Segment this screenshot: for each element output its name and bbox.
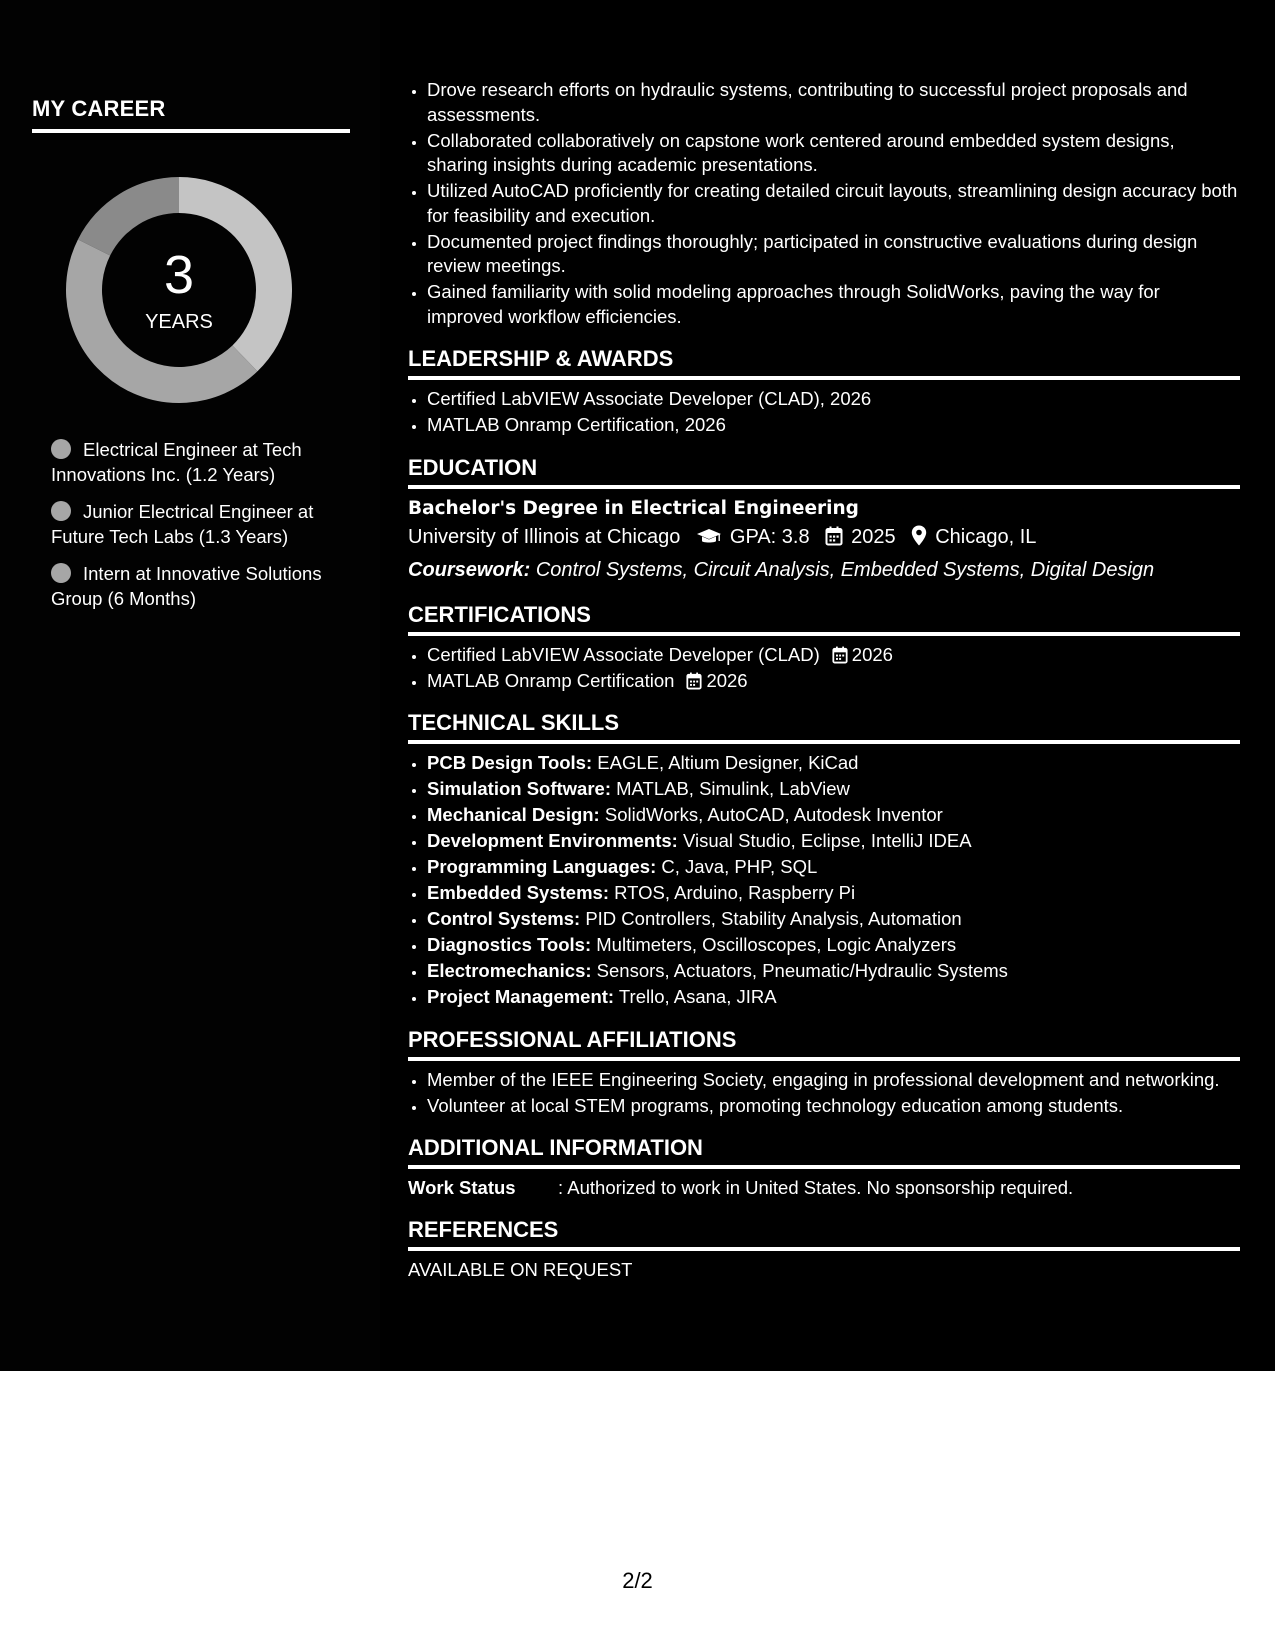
skill-label: Programming Languages: xyxy=(427,856,657,877)
coursework-label: Coursework: xyxy=(408,558,531,581)
skills-section xyxy=(408,709,1240,1010)
skill-label: Project Management: xyxy=(427,986,615,1007)
certification-name: Certified LabVIEW Associate Developer (CLAD) xyxy=(427,643,820,665)
experience-bullet: • Gained familiarity with solid modeling approaches through SolidWorks, paving the way for improved workflow efficiencies. xyxy=(427,280,1240,329)
experience-bullets xyxy=(408,78,1240,329)
skill-value: RTOS, Arduino, Raspberry Pi xyxy=(614,882,856,903)
certification-date-text: 2026 xyxy=(851,643,893,665)
location-pin-icon xyxy=(911,525,927,555)
career-item-label: Junior Electrical Engineer at Future Tech Labs (1.3 Years) xyxy=(51,501,314,547)
education-coursework xyxy=(408,555,1240,585)
references-section xyxy=(408,1216,1240,1282)
skill-item xyxy=(427,985,1240,1010)
career-dot-icon xyxy=(51,439,71,459)
work-status-label: Work Status xyxy=(408,1177,516,1198)
main-content xyxy=(408,78,1240,1282)
skill-value: Sensors, Actuators, Pneumatic/Hydraulic Systems xyxy=(596,960,1008,981)
certifications-list xyxy=(408,643,1240,694)
experience-bullet: • Utilized AutoCAD proficiently for creating detailed circuit layouts, streamlining design accuracy both for feasibility and execution. xyxy=(427,179,1240,228)
career-item xyxy=(51,437,341,487)
sidebar xyxy=(0,0,380,1371)
section-title: PROFESSIONAL AFFILIATIONS xyxy=(408,1026,1240,1061)
skill-item xyxy=(427,803,1240,828)
experience-bullet: • Collaborated collaboratively on capstone work centered around embedded system designs, sharing insights during academic presentations. xyxy=(427,129,1240,178)
certification-date xyxy=(832,644,893,665)
skill-label: Simulation Software: xyxy=(427,778,611,799)
page-number: 2/2 xyxy=(622,1568,653,1593)
additional-section xyxy=(408,1134,1240,1200)
skill-value: Multimeters, Oscilloscopes, Logic Analyzers xyxy=(596,934,957,955)
certification-date xyxy=(686,670,747,691)
affiliations-list xyxy=(408,1068,1240,1119)
section-title: REFERENCES xyxy=(408,1216,1240,1251)
leadership-item: • Certified LabVIEW Associate Developer (CLAD), 2026 xyxy=(427,387,1240,412)
skill-value: PID Controllers, Stability Analysis, Automation xyxy=(585,908,962,929)
skill-item xyxy=(427,959,1240,984)
leadership-item: • MATLAB Onramp Certification, 2026 xyxy=(427,413,1240,438)
calendar-icon xyxy=(686,672,702,690)
graduation-cap-icon xyxy=(696,525,722,555)
career-dot-icon xyxy=(51,563,71,583)
donut-number: 3 xyxy=(163,245,195,305)
skill-label: Electromechanics: xyxy=(427,960,592,981)
career-list xyxy=(51,437,341,623)
work-status-value: : Authorized to work in United States. No sponsorship required. xyxy=(558,1177,1074,1198)
education-school: University of Illinois at Chicago xyxy=(408,525,681,548)
certification-date-text: 2026 xyxy=(706,669,748,691)
section-title: TECHNICAL SKILLS xyxy=(408,709,1240,744)
education-details xyxy=(408,522,1240,555)
skill-label: Mechanical Design: xyxy=(427,804,600,825)
skill-item xyxy=(427,881,1240,906)
education-location: Chicago, IL xyxy=(935,525,1037,548)
section-title: EDUCATION xyxy=(408,454,1240,489)
donut-unit: YEARS xyxy=(145,311,213,333)
skill-value: Trello, Asana, JIRA xyxy=(618,986,777,1007)
certification-name: MATLAB Onramp Certification xyxy=(427,669,675,691)
skill-value: MATLAB, Simulink, LabView xyxy=(616,778,850,799)
skill-item xyxy=(427,907,1240,932)
calendar-icon xyxy=(825,525,843,555)
career-dot-icon xyxy=(51,501,71,521)
career-item xyxy=(51,561,341,611)
education-gpa: GPA: 3.8 xyxy=(729,525,810,548)
skill-value: EAGLE, Altium Designer, KiCad xyxy=(597,752,859,773)
career-item-label: Electrical Engineer at Tech Innovations Inc. (1.2 Years) xyxy=(51,439,302,485)
experience-bullet: • Drove research efforts on hydraulic systems, contributing to successful project proposals and assessments. xyxy=(427,78,1240,127)
section-title: ADDITIONAL INFORMATION xyxy=(408,1134,1240,1169)
career-donut-chart xyxy=(66,177,292,403)
certification-item xyxy=(427,669,1240,694)
skill-value: C, Java, PHP, SQL xyxy=(661,856,818,877)
references-text: AVAILABLE ON REQUEST xyxy=(408,1259,633,1280)
skill-label: Embedded Systems: xyxy=(427,882,609,903)
career-heading: MY CAREER xyxy=(32,96,350,133)
section-title: LEADERSHIP & AWARDS xyxy=(408,345,1240,380)
coursework-value: Control Systems, Circuit Analysis, Embedded Systems, Digital Design xyxy=(535,558,1155,581)
leadership-section xyxy=(408,345,1240,438)
certifications-section xyxy=(408,601,1240,694)
certification-item xyxy=(427,643,1240,668)
education-year: 2025 xyxy=(851,525,896,548)
skill-label: Control Systems: xyxy=(427,908,581,929)
education-section xyxy=(408,454,1240,585)
skill-item xyxy=(427,751,1240,776)
career-item xyxy=(51,499,341,549)
affiliation-item: • Volunteer at local STEM programs, promoting technology education among students. xyxy=(427,1094,1240,1119)
skill-label: Development Environments: xyxy=(427,830,678,851)
affiliation-item: • Member of the IEEE Engineering Society, engaging in professional development and networking. xyxy=(427,1068,1240,1093)
donut-center xyxy=(66,177,292,403)
calendar-icon xyxy=(832,646,848,664)
affiliations-section xyxy=(408,1026,1240,1119)
section-title: CERTIFICATIONS xyxy=(408,601,1240,636)
leadership-list xyxy=(408,387,1240,438)
skill-item xyxy=(427,933,1240,958)
skill-item xyxy=(427,855,1240,880)
experience-bullet: • Documented project findings thoroughly; participated in constructive evaluations during design review meetings. xyxy=(427,230,1240,279)
skills-list xyxy=(408,751,1240,1010)
work-status-row xyxy=(408,1176,1240,1200)
career-item-label: Intern at Innovative Solutions Group (6 Months) xyxy=(51,563,322,609)
education-degree: Bachelor's Degree in Electrical Engineering xyxy=(408,497,859,519)
skill-label: PCB Design Tools: xyxy=(427,752,593,773)
skill-value: SolidWorks, AutoCAD, Autodesk Inventor xyxy=(604,804,943,825)
skill-item xyxy=(427,777,1240,802)
skill-value: Visual Studio, Eclipse, IntelliJ IDEA xyxy=(682,830,972,851)
skill-label: Diagnostics Tools: xyxy=(427,934,592,955)
skill-item xyxy=(427,829,1240,854)
